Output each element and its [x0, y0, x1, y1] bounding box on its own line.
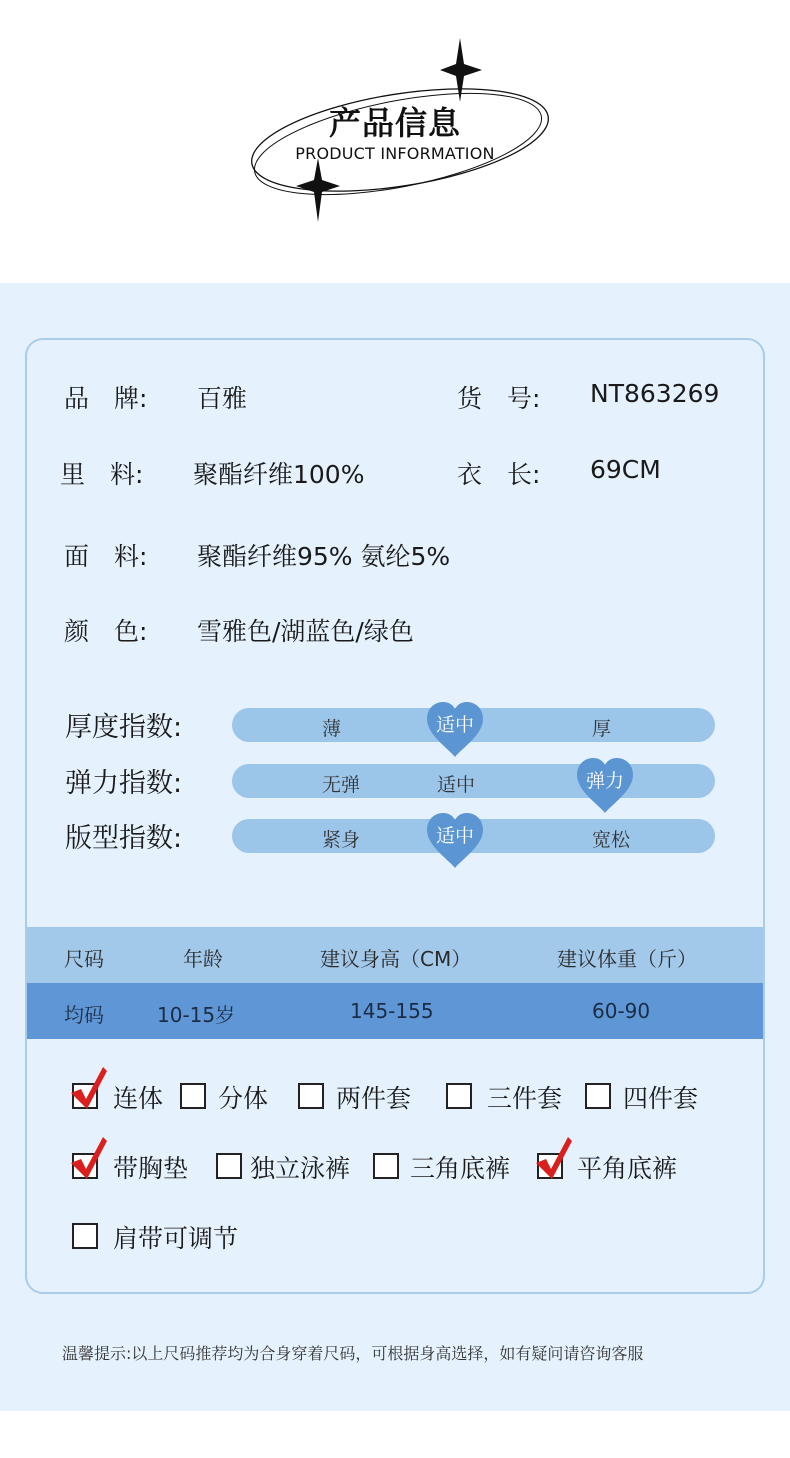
- sparkle-icon: [440, 38, 482, 102]
- index-selected-label: 适中: [435, 825, 474, 847]
- color-label: 颜 色:: [64, 617, 148, 646]
- index-selected-label: 适中: [435, 714, 474, 736]
- size-table-row: [27, 983, 765, 1039]
- checkbox[interactable]: [373, 1153, 399, 1179]
- option-label: 两件套: [336, 1084, 412, 1113]
- sparkle-icon: [296, 158, 340, 222]
- option-label: 连体: [113, 1084, 164, 1113]
- header-age: 年龄: [183, 947, 223, 971]
- checkbox[interactable]: [446, 1083, 472, 1109]
- index-bar: [232, 764, 715, 798]
- heart-marker-icon: [425, 812, 485, 870]
- cell-age: 10-15岁: [157, 1003, 236, 1027]
- header-weight: 建议体重（斤）: [557, 947, 697, 971]
- size-table-header: [27, 927, 765, 983]
- brand-label: 品 牌:: [64, 384, 148, 413]
- header-size: 尺码: [64, 947, 104, 971]
- product-card: [25, 338, 765, 1294]
- option-label: 三件套: [487, 1084, 563, 1113]
- sku-value: NT863269: [590, 379, 720, 408]
- checkmark-icon: [534, 1135, 574, 1181]
- header-height: 建议身高（CM）: [320, 947, 472, 971]
- checkbox[interactable]: [72, 1223, 98, 1249]
- info-panel: [0, 283, 790, 1411]
- index-label: 弹力指数:: [65, 768, 183, 799]
- length-value: 69CM: [590, 455, 661, 484]
- checkmark-icon: [69, 1065, 109, 1111]
- color-value: 雪雅色/湖蓝色/绿色: [197, 617, 414, 646]
- option-label: 三角底裤: [410, 1154, 511, 1183]
- index-option: 薄: [322, 718, 342, 740]
- heart-marker-icon: [575, 757, 635, 815]
- option-label: 四件套: [623, 1084, 699, 1113]
- header: [0, 0, 790, 283]
- index-option: 紧身: [322, 829, 361, 851]
- index-option: 无弹: [322, 774, 361, 796]
- page-title: 产品信息: [328, 104, 461, 142]
- cell-height: 145-155: [350, 999, 434, 1023]
- cell-weight: 60-90: [592, 999, 651, 1023]
- index-label: 版型指数:: [65, 823, 183, 854]
- option-label: 肩带可调节: [113, 1224, 239, 1253]
- tip-text: 温馨提示:以上尺码推荐均为合身穿着尺码，可根据身高选择，如有疑问请咨询客服: [62, 1344, 644, 1363]
- index-option: 适中: [437, 774, 476, 796]
- fabric-label: 面 料:: [64, 542, 148, 571]
- index-label: 厚度指数:: [65, 712, 183, 743]
- sku-label: 货 号:: [457, 384, 541, 413]
- index-option: 厚: [592, 718, 612, 740]
- index-bar: [232, 708, 715, 742]
- checkbox[interactable]: [298, 1083, 324, 1109]
- lining-label: 里 料:: [60, 460, 144, 489]
- brand-value: 百雅: [197, 384, 248, 413]
- fabric-value: 聚酯纤维95% 氨纶5%: [197, 542, 451, 571]
- checkbox[interactable]: [585, 1083, 611, 1109]
- cell-size: 均码: [64, 1003, 104, 1027]
- checkbox[interactable]: [216, 1153, 242, 1179]
- checkmark-icon: [69, 1135, 109, 1181]
- lining-value: 聚酯纤维100%: [193, 460, 365, 489]
- index-option: 宽松: [592, 829, 631, 851]
- checkbox[interactable]: [180, 1083, 206, 1109]
- option-label: 独立泳裤: [250, 1154, 351, 1183]
- option-label: 带胸垫: [113, 1154, 189, 1183]
- index-selected-label: 弹力: [585, 770, 624, 792]
- page-subtitle: PRODUCT INFORMATION: [295, 144, 495, 163]
- option-label: 平角底裤: [577, 1154, 678, 1183]
- length-label: 衣 长:: [457, 460, 541, 489]
- index-bar: [232, 819, 715, 853]
- heart-marker-icon: [425, 701, 485, 759]
- option-label: 分体: [218, 1084, 269, 1113]
